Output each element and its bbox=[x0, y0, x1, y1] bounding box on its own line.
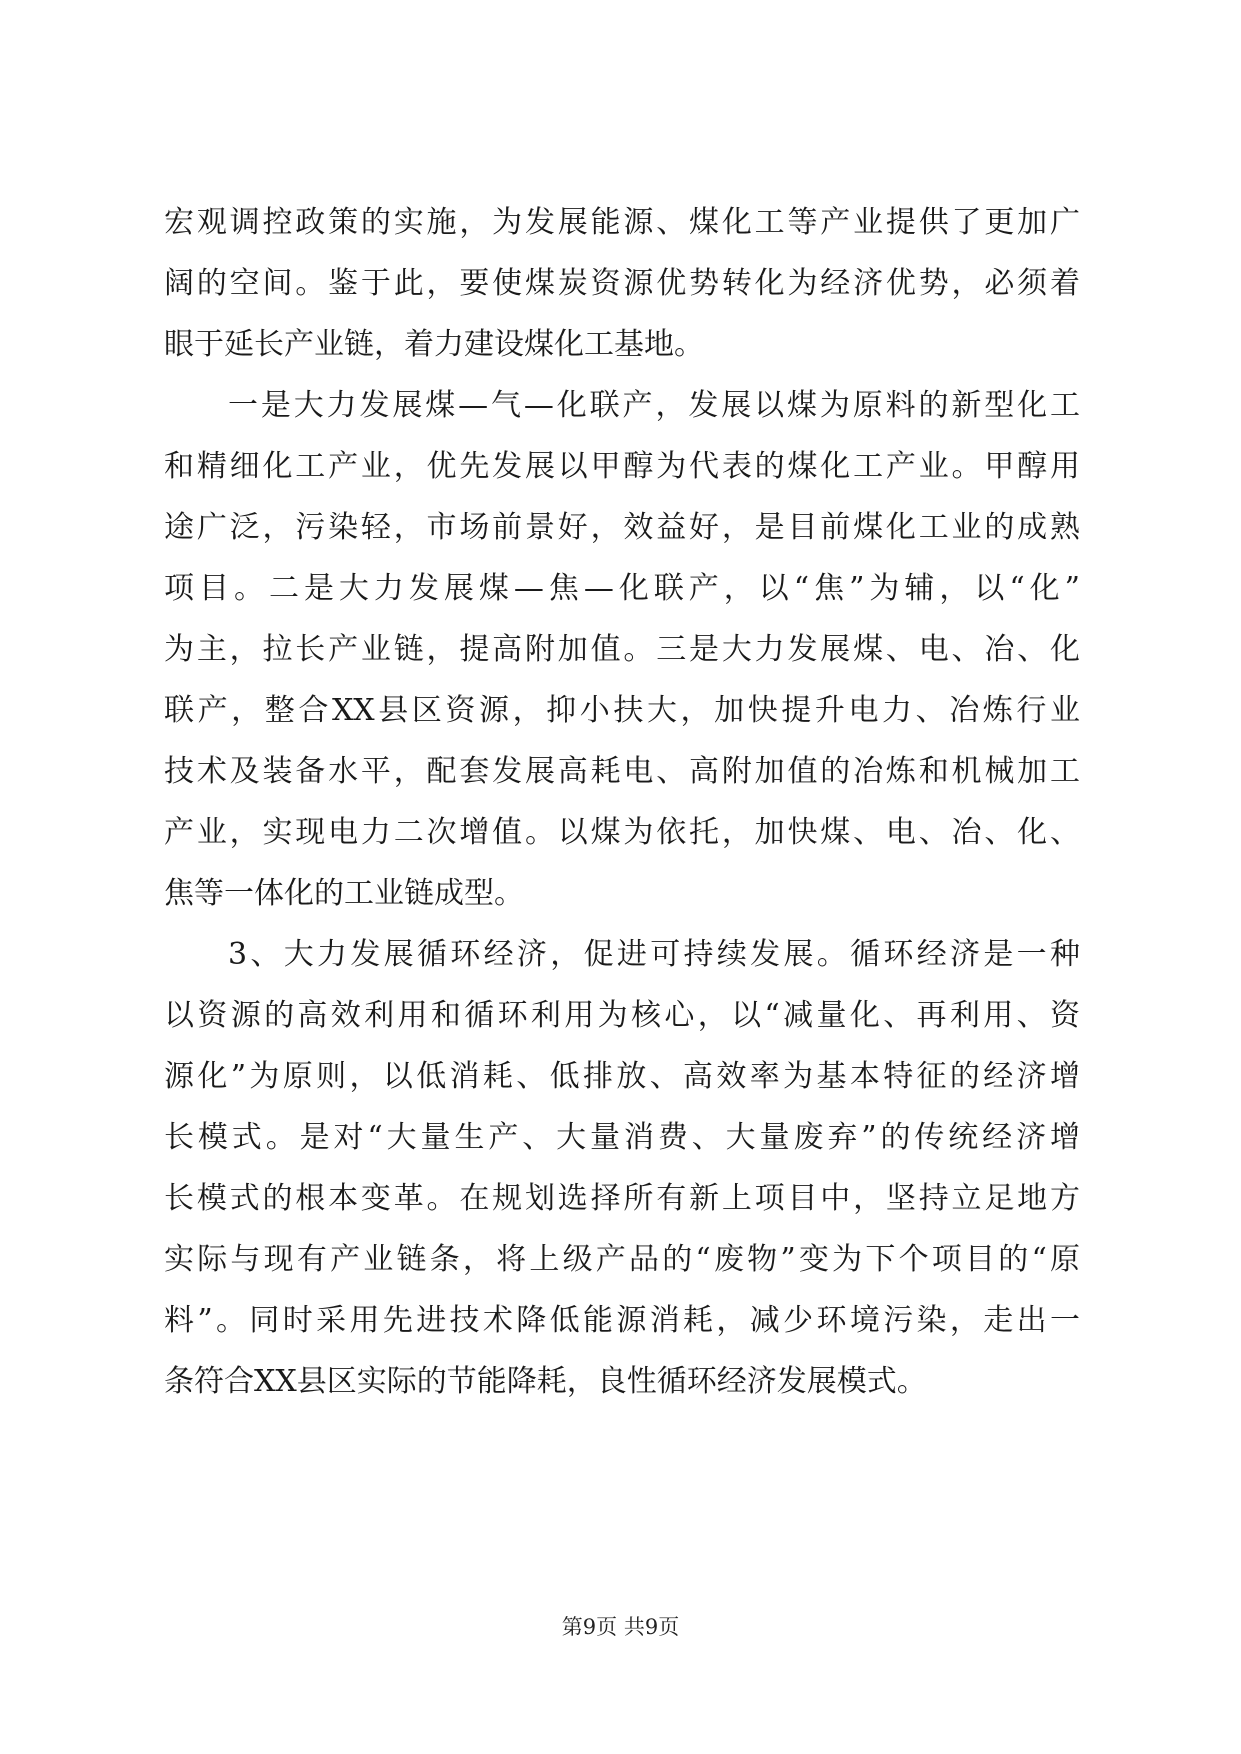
text-line: 源化”为原则，以低消耗、低排放、高效率为基本特征的经济增 bbox=[164, 1059, 1080, 1094]
paragraph-start-line: 一是大力发展煤—气—化联产，发展以煤为原料的新型化工 bbox=[228, 388, 1080, 423]
page-number-footer: 第9页 共9页 bbox=[561, 1615, 680, 1639]
text-line: 产业，实现电力二次增值。以煤为依托，加快煤、电、冶、化、 bbox=[164, 815, 1080, 850]
text-line: 阔的空间。鉴于此，要使煤炭资源优势转化为经济优势，必须着 bbox=[164, 266, 1080, 301]
text-line: 眼于延长产业链，着力建设煤化工基地。 bbox=[164, 327, 704, 362]
text-line: 长模式的根本变革。在规划选择所有新上项目中，坚持立足地方 bbox=[164, 1181, 1080, 1216]
text-line: 条符合XX县区实际的节能降耗，良性循环经济发展模式。 bbox=[164, 1364, 927, 1399]
text-line: 途广泛，污染轻，市场前景好，效益好，是目前煤化工业的成熟 bbox=[164, 510, 1080, 545]
text-line: 宏观调控政策的实施，为发展能源、煤化工等产业提供了更加广 bbox=[164, 205, 1080, 240]
text-line: 以资源的高效利用和循环利用为核心，以“减量化、再利用、资 bbox=[164, 998, 1080, 1033]
paragraph-start-line: 3、大力发展循环经济，促进可持续发展。循环经济是一种 bbox=[228, 937, 1080, 972]
text-line: 料”。同时采用先进技术降低能源消耗，减少环境污染，走出一 bbox=[164, 1303, 1080, 1338]
text-line: 为主，拉长产业链，提高附加值。三是大力发展煤、电、冶、化 bbox=[164, 632, 1080, 667]
text-line: 焦等一体化的工业链成型。 bbox=[164, 876, 524, 911]
text-line: 和精细化工产业，优先发展以甲醇为代表的煤化工产业。甲醇用 bbox=[164, 449, 1080, 484]
text-line: 项目。二是大力发展煤—焦—化联产，以“焦”为辅，以“化” bbox=[164, 571, 1080, 606]
text-line: 技术及装备水平，配套发展高耗电、高附加值的冶炼和机械加工 bbox=[164, 754, 1080, 789]
text-line: 实际与现有产业链条，将上级产品的“废物”变为下个项目的“原 bbox=[164, 1242, 1080, 1277]
text-line: 联产，整合XX县区资源，抑小扶大，加快提升电力、冶炼行业 bbox=[164, 693, 1080, 728]
text-line: 长模式。是对“大量生产、大量消费、大量废弃”的传统经济增 bbox=[164, 1120, 1080, 1155]
